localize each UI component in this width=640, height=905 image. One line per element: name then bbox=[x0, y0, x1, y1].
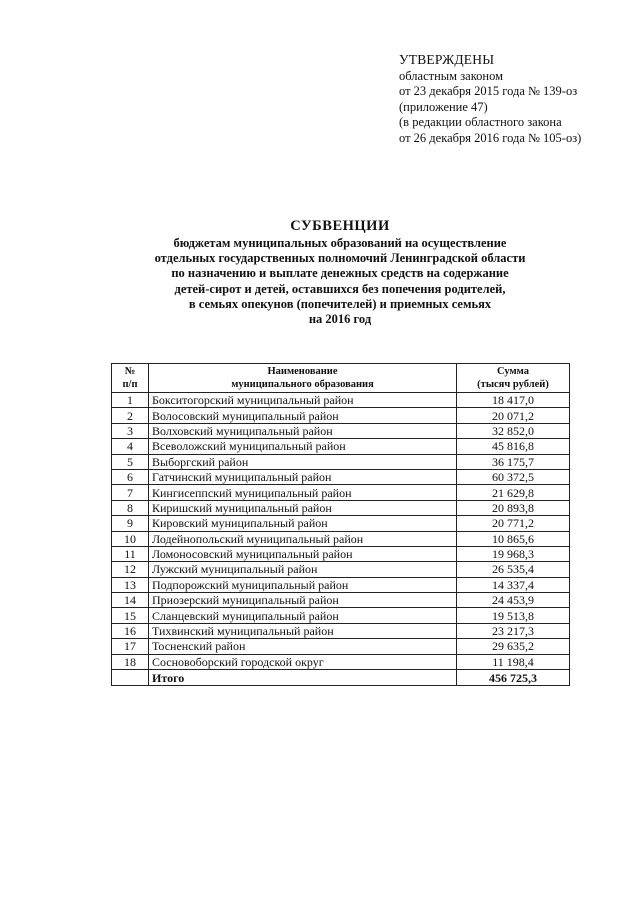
header-num-line2: п/п bbox=[122, 379, 138, 390]
row-num: 13 bbox=[112, 577, 149, 592]
title-line: по назначению и выплате денежных средств на содержание bbox=[171, 266, 509, 281]
approval-line: (приложение 47) bbox=[399, 99, 488, 114]
row-sum: 20 771,2 bbox=[457, 516, 570, 531]
header-sum-line2: (тысяч рублей) bbox=[477, 379, 549, 390]
table-row bbox=[112, 623, 570, 638]
header-name-line1: Наименование bbox=[267, 366, 338, 377]
table-body bbox=[112, 393, 570, 686]
row-num: 18 bbox=[112, 654, 149, 669]
header-name-line2: муниципального образования bbox=[231, 379, 374, 390]
table-row bbox=[112, 393, 570, 408]
table-row bbox=[112, 500, 570, 515]
approval-line: от 23 декабря 2015 года № 139-оз bbox=[399, 84, 578, 98]
header-sum bbox=[457, 364, 570, 393]
row-num: 11 bbox=[112, 546, 149, 561]
row-num: 1 bbox=[112, 393, 149, 408]
row-sum: 29 635,2 bbox=[457, 639, 570, 654]
row-sum: 21 629,8 bbox=[457, 485, 570, 500]
row-num: 17 bbox=[112, 639, 149, 654]
row-num: 8 bbox=[112, 500, 149, 515]
title-line: на 2016 год bbox=[308, 312, 372, 327]
table-row bbox=[112, 469, 570, 484]
row-num: 12 bbox=[112, 562, 149, 577]
row-sum: 60 372,5 bbox=[457, 469, 570, 484]
title-main: СУБВЕНЦИИ bbox=[290, 218, 390, 234]
header-name bbox=[149, 364, 457, 393]
total-label: Итого bbox=[149, 670, 457, 686]
title-line: бюджетам муниципальных образований на осуществление bbox=[173, 236, 507, 250]
table-row bbox=[112, 562, 570, 577]
approval-line: от 26 декабря 2016 года № 105-оз) bbox=[399, 130, 582, 145]
row-name: Сосновоборский городской округ bbox=[149, 654, 457, 669]
total-sum: 456 725,3 bbox=[457, 670, 570, 686]
row-name: Тихвинский муниципальный район bbox=[149, 623, 457, 638]
row-name: Гатчинский муниципальный район bbox=[149, 469, 457, 484]
row-name: Выборгский район bbox=[149, 454, 457, 469]
row-name: Всеволожский муниципальный район bbox=[149, 439, 457, 454]
title-line: детей-сирот и детей, оставшихся без попечения родителей, bbox=[174, 281, 506, 296]
row-name: Киришский муниципальный район bbox=[149, 500, 457, 515]
table-row bbox=[112, 639, 570, 654]
row-name: Кировский муниципальный район bbox=[149, 516, 457, 531]
table-row bbox=[112, 454, 570, 469]
row-sum: 20 071,2 bbox=[457, 408, 570, 423]
row-num: 15 bbox=[112, 608, 149, 623]
row-sum: 32 852,0 bbox=[457, 423, 570, 438]
row-num: 3 bbox=[112, 423, 149, 438]
row-name: Тосненский район bbox=[149, 639, 457, 654]
row-num: 6 bbox=[112, 469, 149, 484]
approval-stamp: УТВЕРЖДЕНЫ bbox=[399, 52, 495, 67]
row-name: Лодейнопольский муниципальный район bbox=[149, 531, 457, 546]
header-sum-line1: Сумма bbox=[497, 366, 529, 377]
row-num: 4 bbox=[112, 439, 149, 454]
row-name: Приозерский муниципальный район bbox=[149, 593, 457, 608]
row-sum: 24 453,9 bbox=[457, 593, 570, 608]
table-row bbox=[112, 577, 570, 592]
row-num: 5 bbox=[112, 454, 149, 469]
document-title bbox=[70, 218, 610, 327]
table-row bbox=[112, 531, 570, 546]
total-row bbox=[112, 670, 570, 686]
row-sum: 18 417,0 bbox=[457, 393, 570, 408]
total-num-cell bbox=[112, 670, 149, 686]
table-row bbox=[112, 439, 570, 454]
row-name: Лужский муниципальный район bbox=[149, 562, 457, 577]
table-header-row bbox=[112, 364, 570, 393]
row-num: 14 bbox=[112, 593, 149, 608]
row-num: 7 bbox=[112, 485, 149, 500]
row-name: Ломоносовский муниципальный район bbox=[149, 546, 457, 561]
approval-line: областным законом bbox=[399, 68, 504, 83]
row-num: 16 bbox=[112, 623, 149, 638]
row-name: Волосовский муниципальный район bbox=[149, 408, 457, 423]
header-num-line1: № bbox=[124, 366, 136, 377]
row-sum: 26 535,4 bbox=[457, 562, 570, 577]
row-name: Сланцевский муниципальный район bbox=[149, 608, 457, 623]
table-row bbox=[112, 654, 570, 669]
table-row bbox=[112, 485, 570, 500]
row-sum: 45 816,8 bbox=[457, 439, 570, 454]
table-row bbox=[112, 516, 570, 531]
row-name: Бокситогорский муниципальный район bbox=[149, 393, 457, 408]
table-row bbox=[112, 608, 570, 623]
approval-line: (в редакции областного закона bbox=[399, 115, 562, 129]
row-num: 10 bbox=[112, 531, 149, 546]
title-line: в семьях опекунов (попечителей) и приемных семьях bbox=[188, 296, 492, 311]
row-sum: 19 968,3 bbox=[457, 546, 570, 561]
approval-block bbox=[399, 52, 629, 146]
table-row bbox=[112, 546, 570, 561]
title-line: отдельных государственных полномочий Ленинградской области bbox=[154, 251, 526, 266]
table-row bbox=[112, 423, 570, 438]
row-num: 2 bbox=[112, 408, 149, 423]
row-sum: 36 175,7 bbox=[457, 454, 570, 469]
row-sum: 11 198,4 bbox=[457, 654, 570, 669]
row-name: Кингисеппский муниципальный район bbox=[149, 485, 457, 500]
table-row bbox=[112, 408, 570, 423]
row-sum: 20 893,8 bbox=[457, 500, 570, 515]
row-name: Волховский муниципальный район bbox=[149, 423, 457, 438]
row-name: Подпорожский муниципальный район bbox=[149, 577, 457, 592]
row-sum: 23 217,3 bbox=[457, 623, 570, 638]
row-sum: 14 337,4 bbox=[457, 577, 570, 592]
header-num bbox=[112, 364, 149, 393]
row-sum: 10 865,6 bbox=[457, 531, 570, 546]
table-row bbox=[112, 593, 570, 608]
subsidies-table bbox=[111, 363, 570, 686]
row-sum: 19 513,8 bbox=[457, 608, 570, 623]
row-num: 9 bbox=[112, 516, 149, 531]
